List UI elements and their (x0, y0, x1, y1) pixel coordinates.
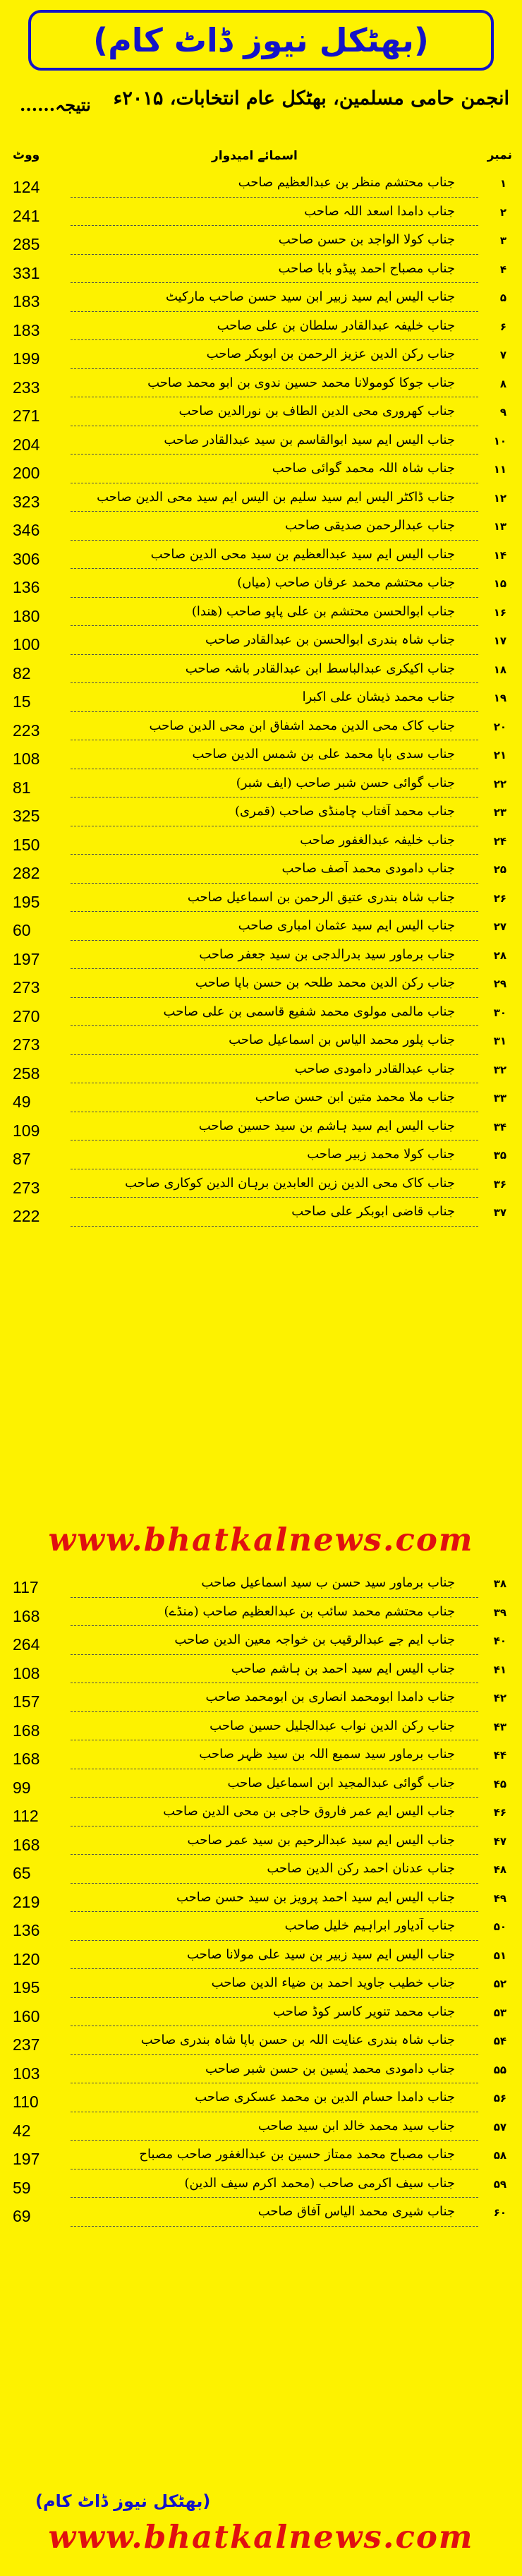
candidate-name: جناب محتشم محمد سائب بن عبدالعظیم صاحب (منڈے) (164, 1603, 455, 1619)
serial-number: ۲۲ (493, 777, 506, 790)
vote-count: 168 (13, 1606, 40, 1625)
candidate-name: جناب مالمی مولوی محمد شفیع قاسمی بن علی صاحب (163, 1004, 455, 1019)
vote-count: 273 (13, 1035, 40, 1054)
candidate-name: جناب گوائی عبدالمجید ابن اسماعیل صاحب (227, 1775, 455, 1790)
serial-number: ۳۱ (493, 1035, 506, 1047)
table-row (0, 1973, 522, 2002)
vote-count: 195 (13, 892, 40, 911)
table-row (0, 858, 522, 887)
website-watermark-footer: www.bhatkalnews.com (48, 2518, 474, 2556)
candidate-name: جناب ملا محمد متین ابن حسن صاحب (255, 1090, 455, 1105)
table-row (0, 773, 522, 802)
table-row (0, 1687, 522, 1716)
serial-number: ۱۰ (493, 434, 506, 447)
candidate-name: جناب محمد تنویر کاسر کوڈ صاحب (273, 2004, 455, 2019)
candidate-name: جناب محتشم منظر بن عبدالعظیم صاحب (238, 175, 455, 190)
table-row (0, 229, 522, 258)
serial-number: ۲۳ (493, 806, 506, 819)
serial-number: ۴۸ (493, 1863, 506, 1876)
candidate-name: جناب سید محمد خالد ابن سید صاحب (257, 2118, 455, 2133)
serial-number: ۵۱ (493, 1949, 506, 1962)
serial-number: ۳۲ (493, 1063, 506, 1076)
candidate-name: جناب عدنان احمد رکن الدین صاحب (267, 1861, 455, 1876)
candidate-name: جناب الیس ایم سید احمد پرویز بن سید حسن صاحب (176, 1889, 455, 1905)
serial-number: ۲۰ (493, 720, 506, 733)
vote-count: 87 (13, 1150, 31, 1168)
table-row (0, 1830, 522, 1859)
vote-count: 168 (13, 1750, 40, 1768)
serial-number: ۳۸ (493, 1577, 506, 1590)
candidate-name: جناب ابوالحسن محتشم بن علی پاپو صاحب (ھندا) (191, 603, 455, 619)
vote-count: 219 (13, 1892, 40, 1911)
vote-count: 271 (13, 407, 40, 425)
vote-count: 306 (13, 549, 40, 568)
table-row (0, 744, 522, 773)
table-row (0, 1744, 522, 1773)
serial-number: ۳ (499, 234, 506, 247)
table-row (0, 2173, 522, 2202)
candidate-name: جناب پلور محمد الیاس بن اسماعیل صاحب (229, 1033, 455, 1047)
table-row (0, 2002, 522, 2030)
serial-number: ۶ (499, 320, 506, 333)
serial-number: ۲۹ (493, 977, 506, 990)
table-row (0, 430, 522, 459)
table-row (0, 944, 522, 973)
table-row (0, 2144, 522, 2173)
vote-count: 65 (13, 1864, 31, 1882)
table-row (0, 1572, 522, 1601)
serial-number: ۵ (499, 291, 506, 304)
candidate-name: جناب کاک محی الدین محمد اشفاق ابن محی الدین صاحب (149, 718, 455, 733)
serial-number: ۴۹ (493, 1891, 506, 1905)
serial-number: ۵۹ (493, 2177, 506, 2191)
vote-count: 346 (13, 521, 40, 539)
table-row (0, 1201, 522, 1230)
serial-number: ۸ (499, 377, 506, 390)
vote-count: 168 (13, 1835, 40, 1854)
table-row (0, 887, 522, 916)
vote-count: 49 (13, 1093, 31, 1111)
candidate-name: جناب جوکا کومولانا محمد حسین ندوی بن ابو محمد صاحب (147, 375, 455, 390)
serial-number: ۵۲ (493, 1978, 506, 1990)
vote-count: 273 (13, 978, 40, 997)
table-header (0, 144, 522, 172)
candidate-name: جناب محتشم محمد عرفان صاحب (میاں) (237, 575, 455, 590)
table-row (0, 1087, 522, 1116)
website-watermark: www.bhatkalnews.com (48, 1521, 474, 1558)
vote-count: 285 (13, 235, 40, 253)
candidate-name: جناب آدیاور ابراہیم خلیل صاحب (284, 1918, 455, 1933)
candidate-name: جناب برماور سید بدرالدجی بن سید جعفر صاحب (199, 946, 455, 962)
vote-count: 222 (13, 1207, 40, 1225)
serial-number: ۳۳ (493, 1092, 506, 1105)
candidate-name: جناب الیس ایم سید ابوالقاسم بن سید عبدالقادر صاحب (164, 432, 455, 447)
table-row (0, 601, 522, 630)
table-row (0, 1144, 522, 1173)
page-title: انجمن حامی مسلمین، بھٹکل عام انتخابات، ۲۰۱۵ء (113, 88, 509, 109)
vote-count: 241 (13, 206, 40, 225)
candidate-name: جناب کھروری محی الدین الطاف بن نورالدین صاحب (178, 404, 455, 419)
vote-count: 273 (13, 1178, 40, 1197)
table-row (0, 544, 522, 573)
serial-number: ۵۷ (493, 2120, 506, 2133)
vote-count: 197 (13, 2150, 40, 2168)
vote-count: 108 (13, 1663, 40, 1683)
candidate-name: جناب رکن الدین محمد طلحہ بن حسن باپا صاحب (195, 975, 455, 990)
candidate-name: جناب الیس ایم سید ہاشم بن سید حسین صاحب (198, 1118, 455, 1133)
vote-count: 323 (13, 492, 40, 511)
table-row (0, 630, 522, 658)
result-label: نتیجہ...... (20, 95, 91, 115)
vote-count: 120 (13, 1949, 40, 1968)
table-row (0, 1630, 522, 1659)
candidate-name: جناب دامدا حسام الدین بن محمد عسکری صاحب (195, 2090, 455, 2105)
vote-count: 223 (13, 721, 40, 740)
table-row (0, 258, 522, 287)
vote-count: 103 (13, 2064, 40, 2083)
table-row (0, 1801, 522, 1830)
candidate-name: جناب محمد ذیشان علی اکبرا (302, 690, 455, 704)
vote-count: 59 (13, 2178, 31, 2197)
serial-number: ۲۷ (493, 920, 506, 933)
candidate-name: جناب ایم جے عبدالرقیب بن خواجہ معین الدین صاحب (174, 1632, 455, 1647)
candidate-name: جناب مصباح محمد ممتاز حسین بن عبدالغفور صاحب مصباح (139, 2147, 455, 2162)
table-row (0, 315, 522, 344)
table-row (0, 515, 522, 544)
table-row (0, 401, 522, 430)
table-row (0, 830, 522, 859)
table-row (0, 1773, 522, 1802)
table-row (0, 2087, 522, 2116)
vote-count: 204 (13, 435, 40, 454)
serial-number: ۴۰ (493, 1635, 506, 1647)
serial-number: ۲ (499, 205, 506, 219)
candidate-name: جناب گوائی حسن شبر صاحب (ایف شبر) (236, 775, 455, 790)
vote-count: 264 (13, 1635, 40, 1654)
candidate-name: جناب الیس ایم سید زبیر ابن سید حسن صاحب مارکیٹ (166, 289, 455, 304)
table-row (0, 1001, 522, 1030)
title-row (8, 88, 514, 137)
table-row (0, 801, 522, 830)
vote-count: 136 (13, 578, 40, 596)
candidate-name: جناب دامدا اسعد اللہ صاحب (304, 203, 455, 219)
footer-logo: (بھٹکل نیوز ڈاٹ کام) (35, 2491, 211, 2511)
serial-number: ۱۱ (493, 463, 506, 476)
serial-number: ۴۷ (493, 1834, 506, 1848)
serial-number: ۲۱ (493, 749, 506, 762)
vote-count: 117 (13, 1578, 39, 1596)
vote-count: 180 (13, 606, 40, 625)
vote-count: 100 (13, 635, 40, 654)
serial-number: ۴۶ (493, 1806, 506, 1819)
candidate-name: جناب الیس ایم عمر فاروق حاجی بن محی الدین صاحب (163, 1804, 455, 1819)
candidate-name: جناب محمد آفتاب چامنڈی صاحب (قمری) (234, 804, 455, 819)
candidate-name: جناب مصباح احمد پیڈو بابا صاحب (278, 260, 455, 276)
serial-number: ۴۳ (493, 1720, 506, 1733)
serial-number: ۵۰ (493, 1920, 506, 1933)
serial-number: ۱۲ (493, 491, 506, 505)
vote-count: 124 (13, 178, 40, 196)
candidate-name: جناب کاک محی الدین زین العابدین برہان الدین کوکاری صاحب (125, 1175, 455, 1191)
vote-count: 183 (13, 320, 40, 339)
candidate-name: جناب سدی باپا محمد علی بن شمس الدین صاحب (192, 747, 455, 762)
table-row (0, 1659, 522, 1687)
table-row (0, 2030, 522, 2059)
serial-number: ۵۳ (493, 2006, 506, 2019)
votes-column-header: ووٹ (13, 148, 40, 162)
serial-number: ۱۵ (493, 577, 506, 590)
candidate-name: جناب دامدا ابومحمد انصاری بن ابومحمد صاحب (205, 1690, 455, 1704)
table-row (0, 2201, 522, 2230)
candidate-name: جناب رکن الدین نواب عبدالجلیل حسین صاحب (210, 1718, 455, 1733)
serial-number: ۹ (499, 406, 506, 419)
candidate-name: جناب الیس ایم سید عبدالرحیم بن سید عمر صاحب (187, 1832, 455, 1848)
table-row (0, 1030, 522, 1059)
vote-count: 195 (13, 1978, 40, 1997)
serial-number: ۴۴ (493, 1749, 506, 1762)
candidate-name: جناب خلیفہ عبدالقادر سلطان بن علی صاحب (217, 318, 455, 333)
table-row (0, 973, 522, 1001)
vote-count: 60 (13, 921, 31, 939)
number-column-header: نمبر (487, 148, 512, 162)
vote-count: 82 (13, 663, 31, 682)
candidate-name: جناب اکیکری عبدالباسط ابن عبدالقادر باشہ صاحب (185, 661, 455, 676)
vote-count: 200 (13, 464, 40, 482)
table-row (0, 1173, 522, 1202)
vote-count: 168 (13, 1721, 40, 1740)
vote-count: 197 (13, 949, 40, 968)
serial-number: ۳۰ (493, 1006, 506, 1019)
table-row (0, 1716, 522, 1745)
table-row (0, 1944, 522, 1973)
table-row (0, 658, 522, 687)
vote-count: 112 (13, 1807, 39, 1825)
table-row (0, 1059, 522, 1088)
table-row (0, 2116, 522, 2145)
vote-count: 109 (13, 1121, 40, 1140)
table-row (0, 172, 522, 201)
table-row (0, 1915, 522, 1944)
serial-number: ۴ (499, 263, 506, 276)
candidate-name: جناب شیری محمد الیاس آفاق صاحب (257, 2204, 455, 2219)
table-row (0, 458, 522, 487)
vote-count: 108 (13, 750, 40, 768)
table-row (0, 716, 522, 745)
name-column-header: اسمائے امیدوار (212, 149, 298, 163)
header-banner (28, 10, 494, 71)
candidate-name: جناب شاہ بندری عتیق الرحمن بن اسماعیل صاحب (187, 889, 455, 905)
candidate-name: جناب ڈاکٹر الیس ایم سید سلیم بن الیس ایم سید محی الدین صاحب (97, 489, 455, 505)
candidate-name: جناب قاضی ابوبکر علی صاحب (291, 1204, 455, 1219)
serial-number: ۳۴ (493, 1120, 506, 1133)
candidate-name: جناب خلیفہ عبدالغفور صاحب (300, 832, 455, 848)
vote-count: 42 (13, 2121, 31, 2140)
serial-number: ۵۸ (493, 2149, 506, 2162)
table-row (0, 487, 522, 516)
vote-count: 331 (13, 263, 40, 282)
serial-number: ۳۹ (493, 1606, 506, 1619)
candidate-name: جناب دامودی محمد یٰسین بن حسن شبر صاحب (205, 2061, 455, 2076)
vote-count: 199 (13, 349, 40, 368)
vote-count: 282 (13, 864, 40, 882)
serial-number: ۲۸ (493, 949, 506, 962)
vote-count: 233 (13, 378, 40, 397)
table-row (0, 687, 522, 716)
candidate-name: جناب برماور سید حسن ب سید اسماعیل صاحب (201, 1575, 455, 1590)
candidate-name: جناب سیف اکرمی صاحب (محمد اکرم سیف الدین) (184, 2175, 455, 2191)
candidate-name: جناب کولا محمد زبیر صاحب (307, 1147, 455, 1162)
candidate-name: جناب شاہ بندری عنایت اللہ بن حسن باپا شاہ بندری صاحب (140, 2033, 455, 2047)
serial-number: ۲۵ (493, 863, 506, 876)
candidate-name: جناب الیس ایم سید عثمان امباری صاحب (238, 918, 455, 933)
table-row (0, 1116, 522, 1145)
serial-number: ۵۴ (493, 2035, 506, 2047)
serial-number: ۴۱ (493, 1663, 506, 1676)
table-row (0, 373, 522, 402)
vote-count: 81 (13, 778, 31, 797)
table-row (0, 287, 522, 315)
vote-count: 99 (13, 1778, 31, 1797)
serial-number: ۱۴ (493, 548, 506, 562)
candidate-name: جناب شاہ اللہ محمد گوائی صاحب (272, 461, 455, 476)
table-row (0, 915, 522, 944)
vote-count: 157 (13, 1692, 40, 1711)
vote-count: 69 (13, 2207, 31, 2225)
serial-number: ۲۴ (493, 834, 506, 848)
table-row (0, 572, 522, 601)
candidate-name: جناب عبدالقادر دامودی صاحب (294, 1061, 455, 1076)
vote-count: 237 (13, 2035, 40, 2054)
serial-number: ۳۵ (493, 1149, 506, 1162)
candidate-name: جناب خطیب جاوید احمد بن ضیاء الدین صاحب (211, 1975, 455, 1990)
vote-count: 110 (13, 2093, 39, 2111)
vote-count: 258 (13, 1064, 40, 1083)
table-row (0, 1601, 522, 1630)
serial-number: ۵۵ (493, 2063, 506, 2076)
serial-number: ۱۹ (493, 692, 506, 704)
table-row (0, 1858, 522, 1887)
vote-count: 325 (13, 807, 40, 825)
serial-number: ۴۵ (493, 1777, 506, 1790)
serial-number: ۱۳ (493, 520, 506, 533)
vote-count: 150 (13, 835, 40, 854)
vote-count: 183 (13, 292, 40, 311)
serial-number: ۱ (499, 177, 506, 190)
serial-number: ۶۰ (493, 2206, 506, 2219)
table-row (0, 1887, 522, 1916)
candidate-name: جناب کولا الواجد بن حسن صاحب (278, 232, 455, 247)
serial-number: ۲۶ (493, 891, 506, 905)
results-table-part-1 (0, 172, 522, 1230)
serial-number: ۴۲ (493, 1692, 506, 1704)
candidate-name: جناب عبدالرحمن صدیقی صاحب (285, 518, 455, 533)
serial-number: ۷ (499, 349, 506, 361)
candidate-name: جناب رکن الدین عزیز الرحمن بن ابوبکر صاحب (206, 347, 455, 361)
candidate-name: جناب الیس ایم سید زبیر بن سید علی مولانا صاحب (186, 1946, 455, 1962)
results-table-part-2 (0, 1572, 522, 2230)
vote-count: 160 (13, 2006, 40, 2026)
serial-number: ۳۷ (493, 1206, 506, 1219)
table-row (0, 201, 522, 230)
candidate-name: جناب الیس ایم سید عبدالعظیم بن سید محی الدین صاحب (150, 546, 455, 562)
table-row (0, 344, 522, 373)
candidate-name: جناب شاہ بندری ابوالحسن بن عبدالقادر صاحب (205, 632, 455, 647)
serial-number: ۵۶ (493, 2092, 506, 2105)
vote-count: 270 (13, 1006, 40, 1025)
serial-number: ۱۶ (493, 606, 506, 619)
candidate-name: جناب برماور سید سمیع اللہ بن سید ظہر صاحب (199, 1747, 455, 1762)
table-row (0, 2059, 522, 2088)
serial-number: ۱۷ (493, 634, 506, 647)
candidate-name: جناب الیس ایم سید احمد بن ہاشم صاحب (231, 1661, 455, 1676)
vote-count: 15 (13, 692, 31, 711)
banner-logo-text: (بھٹکل نیوز ڈاٹ کام) (93, 21, 429, 59)
serial-number: ۳۶ (493, 1177, 506, 1191)
serial-number: ۱۸ (493, 663, 506, 676)
vote-count: 136 (13, 1921, 40, 1939)
candidate-name: جناب دامودی محمد آصف صاحب (281, 861, 455, 876)
